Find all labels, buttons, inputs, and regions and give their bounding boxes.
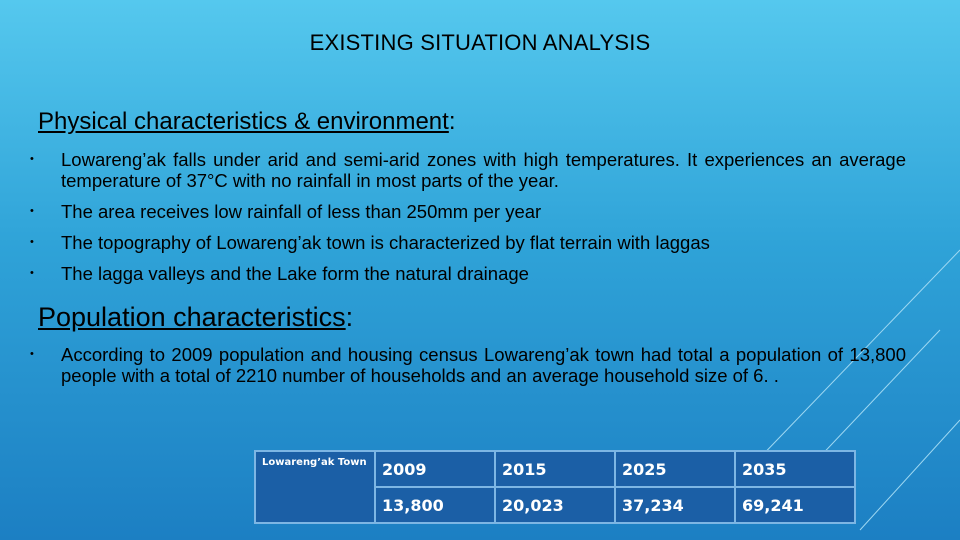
bullet-text: The topography of Lowareng’ak town is characterized by flat terrain with laggas xyxy=(61,232,710,253)
slide-title: EXISTING SITUATION ANALYSIS xyxy=(309,30,651,55)
bullet-text: Lowareng’ak falls under arid and semi-arid zones with high temperatures. It experiences an average temperature of 37°C with no rainfall in most parts of the year. xyxy=(61,149,906,191)
table-row xyxy=(255,451,855,487)
value-cell: 13,800 xyxy=(375,487,495,523)
bullet-icon: • xyxy=(30,205,34,217)
physical-heading xyxy=(38,108,456,136)
year-cell: 2035 xyxy=(735,451,855,487)
bullet-text: The lagga valleys and the Lake form the natural drainage xyxy=(61,263,529,284)
year-cell: 2009 xyxy=(375,451,495,487)
list-item xyxy=(26,263,906,284)
bullet-text: According to 2009 population and housing census Lowareng’ak town had total a population of 13,800 people with a total of 2210 number of households and an average household size of 6. . xyxy=(61,344,906,386)
population-heading-text: Population characteristics xyxy=(38,302,346,332)
table-row-label: Lowareng’ak Town xyxy=(255,451,375,523)
bullet-icon: • xyxy=(30,236,34,248)
population-heading-colon: : xyxy=(345,302,354,332)
bullet-icon: • xyxy=(30,267,34,279)
year-cell: 2015 xyxy=(495,451,615,487)
list-item xyxy=(26,344,906,386)
bullet-icon: • xyxy=(30,153,34,165)
physical-heading-text: Physical characteristics & environment xyxy=(38,108,449,135)
list-item xyxy=(26,149,906,191)
bullet-icon: • xyxy=(30,348,34,360)
list-item xyxy=(26,201,906,222)
population-bullet-list xyxy=(26,344,906,396)
value-cell: 37,234 xyxy=(615,487,735,523)
physical-heading-colon: : xyxy=(448,108,456,135)
bullet-text: The area receives low rainfall of less than 250mm per year xyxy=(61,201,542,222)
year-cell: 2025 xyxy=(615,451,735,487)
physical-bullet-list xyxy=(26,149,906,294)
population-heading xyxy=(38,302,353,333)
population-projection-table xyxy=(254,450,856,524)
list-item xyxy=(26,232,906,253)
value-cell: 20,023 xyxy=(495,487,615,523)
value-cell: 69,241 xyxy=(735,487,855,523)
